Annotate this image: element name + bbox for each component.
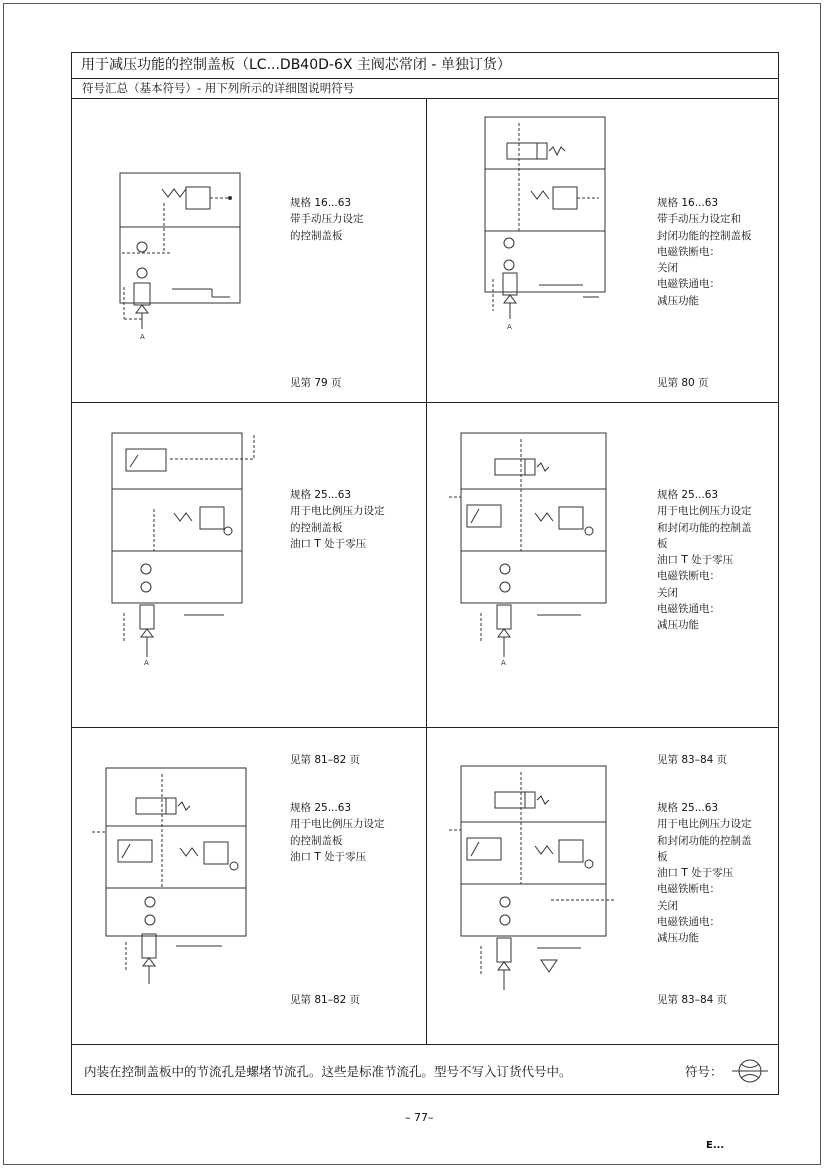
symbol-cell-6 bbox=[427, 728, 781, 1044]
symbol-cell-2 bbox=[427, 99, 781, 402]
spec-text: 规格 16...63 带手动压力设定和 封闭功能的控制盖板 电磁铁断电： 关闭 电磁铁通电： 减压功能 bbox=[657, 197, 752, 307]
throttle-orifice-icon bbox=[732, 1058, 768, 1084]
hydraulic-schematic-6 bbox=[441, 762, 641, 1002]
page-reference: 见第 79 页 bbox=[290, 377, 342, 389]
content-table bbox=[71, 52, 779, 1095]
svg-text:A: A bbox=[144, 659, 149, 667]
hydraulic-schematic-5 bbox=[92, 762, 282, 992]
footer-note: 内装在控制盖板中的节流孔是螺堵节流孔。这些是标准节流孔。型号不写入订货代号中。 bbox=[84, 1064, 572, 1079]
hydraulic-schematic-4 bbox=[441, 429, 641, 669]
page-reference: 见第 80 页 bbox=[657, 377, 709, 389]
spec-text: 规格 25...63 用于电比例压力设定 和封闭功能的控制盖 板 油口 T 处于零压 电磁铁断电： 关闭 电磁铁通电： 减压功能 bbox=[657, 489, 752, 632]
svg-text:A: A bbox=[140, 333, 145, 341]
symbol-cell-4 bbox=[427, 403, 781, 766]
page-number: – 77– bbox=[405, 1111, 434, 1124]
svg-text:A: A bbox=[501, 659, 506, 667]
spec-text: 规格 25...63 用于电比例压力设定 的控制盖板 油口 T 处于零压 bbox=[290, 489, 385, 550]
page-title: 用于减压功能的控制盖板（LC...DB40D-6X 主阀芯常闭 - 单独订货） bbox=[72, 53, 778, 79]
spec-text: 规格 25...63 用于电比例压力设定 和封闭功能的控制盖 板 油口 T 处于零压 电磁铁断电： 关闭 电磁铁通电： 减压功能 bbox=[657, 802, 752, 945]
page-reference: 见第 81–82 页 bbox=[290, 994, 361, 1006]
row-divider bbox=[72, 1044, 778, 1045]
page-subtitle: 符号汇总（基本符号）- 用下列所示的详细图说明符号 bbox=[72, 79, 778, 99]
symbol-label: 符号： bbox=[685, 1064, 723, 1079]
hydraulic-schematic-3 bbox=[104, 429, 284, 669]
hydraulic-schematic-1 bbox=[112, 169, 272, 379]
page-reference: 见第 83–84 页 bbox=[657, 754, 728, 766]
spec-text: 规格 25...63 用于电比例压力设定 的控制盖板 油口 T 处于零压 bbox=[290, 802, 385, 863]
page-reference: 见第 83–84 页 bbox=[657, 994, 728, 1006]
svg-text:A: A bbox=[507, 323, 512, 331]
page-reference: 见第 81–82 页 bbox=[290, 754, 361, 766]
spec-text: 规格 16...63 带手动压力设定 的控制盖板 bbox=[290, 197, 364, 242]
hydraulic-schematic-2 bbox=[479, 113, 659, 343]
symbol-cell-3 bbox=[72, 403, 426, 766]
symbol-cell-5 bbox=[72, 728, 426, 1044]
corner-mark: E... bbox=[706, 1140, 725, 1151]
symbol-cell-1 bbox=[72, 99, 426, 402]
